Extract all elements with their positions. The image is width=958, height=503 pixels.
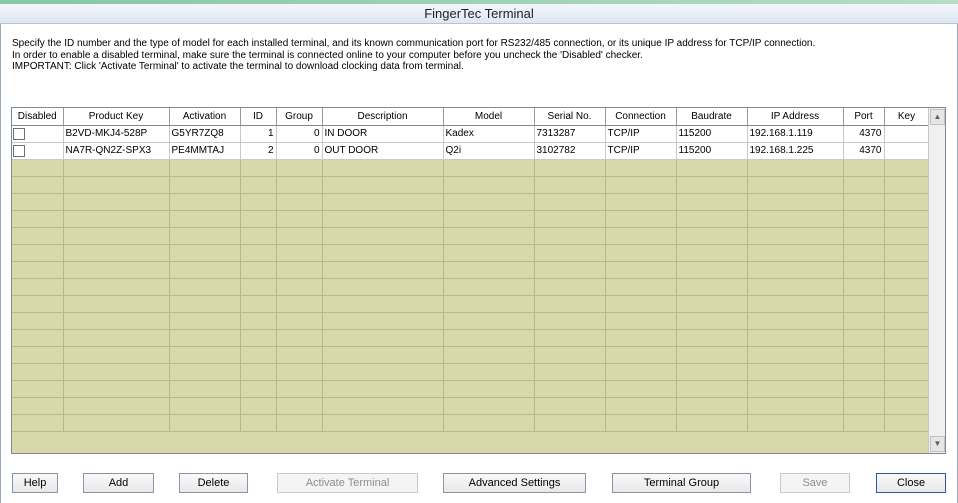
empty-grid-cell — [747, 380, 843, 397]
empty-grid-cell — [605, 397, 676, 414]
empty-rows — [12, 159, 929, 431]
empty-grid-cell — [240, 414, 276, 431]
empty-grid-cell — [843, 295, 884, 312]
empty-grid-cell — [534, 346, 605, 363]
empty-grid-cell — [843, 159, 884, 176]
empty-grid-cell — [534, 329, 605, 346]
window-title: FingerTec Terminal — [0, 4, 958, 24]
empty-grid-cell — [322, 346, 443, 363]
empty-grid-cell — [747, 414, 843, 431]
disabled-checkbox[interactable] — [13, 145, 25, 157]
empty-grid-cell — [12, 159, 63, 176]
empty-grid-row — [12, 329, 929, 346]
empty-grid-cell — [443, 414, 534, 431]
col-header-group[interactable]: Group — [276, 108, 322, 125]
col-header-activation[interactable]: Activation — [169, 108, 240, 125]
empty-grid-cell — [534, 176, 605, 193]
empty-grid-cell — [534, 312, 605, 329]
empty-grid-cell — [169, 193, 240, 210]
empty-grid-cell — [534, 193, 605, 210]
empty-grid-cell — [884, 380, 929, 397]
empty-grid-cell — [676, 227, 747, 244]
empty-grid-cell — [843, 210, 884, 227]
empty-grid-cell — [240, 295, 276, 312]
empty-grid-cell — [443, 397, 534, 414]
add-button[interactable]: Add — [83, 473, 154, 493]
empty-grid-cell — [276, 312, 322, 329]
empty-grid-cell — [605, 227, 676, 244]
empty-grid-cell — [322, 176, 443, 193]
empty-grid-cell — [443, 278, 534, 295]
empty-grid-cell — [276, 227, 322, 244]
empty-grid-cell — [322, 397, 443, 414]
col-header-model[interactable]: Model — [443, 108, 534, 125]
col-header-ip[interactable]: IP Address — [747, 108, 843, 125]
id-cell[interactable]: 2 — [240, 142, 276, 159]
empty-grid-cell — [443, 176, 534, 193]
baudrate-cell[interactable]: 115200 — [676, 142, 747, 159]
empty-grid-cell — [12, 380, 63, 397]
empty-grid-cell — [747, 210, 843, 227]
empty-grid-cell — [605, 414, 676, 431]
empty-grid-cell — [884, 261, 929, 278]
empty-grid-row — [12, 295, 929, 312]
empty-grid-cell — [884, 397, 929, 414]
empty-grid-cell — [747, 295, 843, 312]
disabled-cell[interactable] — [12, 142, 63, 159]
empty-grid-cell — [276, 278, 322, 295]
instruction-line-3: IMPORTANT: Click 'Activate Terminal' to activate the terminal to download clocking data from terminal. — [12, 61, 464, 72]
empty-grid-cell — [63, 397, 169, 414]
empty-grid-cell — [443, 210, 534, 227]
empty-grid-cell — [240, 380, 276, 397]
empty-grid-cell — [605, 159, 676, 176]
empty-grid-cell — [12, 210, 63, 227]
empty-grid-cell — [12, 397, 63, 414]
empty-grid-row — [12, 278, 929, 295]
empty-grid-row — [12, 312, 929, 329]
empty-grid-cell — [884, 227, 929, 244]
col-header-serial[interactable]: Serial No. — [534, 108, 605, 125]
empty-grid-cell — [676, 414, 747, 431]
empty-grid-cell — [534, 380, 605, 397]
empty-grid-cell — [747, 193, 843, 210]
empty-grid-cell — [676, 295, 747, 312]
empty-grid-cell — [747, 329, 843, 346]
empty-grid-cell — [747, 312, 843, 329]
empty-grid-cell — [169, 380, 240, 397]
empty-grid-cell — [747, 346, 843, 363]
empty-grid-cell — [322, 329, 443, 346]
empty-grid-cell — [605, 210, 676, 227]
model-cell[interactable]: Kadex — [443, 125, 534, 142]
empty-grid-cell — [240, 227, 276, 244]
empty-grid-cell — [884, 210, 929, 227]
empty-grid-cell — [276, 193, 322, 210]
empty-grid-cell — [843, 244, 884, 261]
empty-grid-cell — [63, 312, 169, 329]
empty-grid-cell — [322, 295, 443, 312]
empty-grid-cell — [443, 159, 534, 176]
empty-grid-cell — [443, 363, 534, 380]
empty-grid-cell — [63, 227, 169, 244]
col-header-disabled[interactable]: Disabled — [12, 108, 63, 125]
empty-grid-cell — [276, 244, 322, 261]
key-cell[interactable] — [884, 142, 929, 159]
instruction-line-2: In order to enable a disabled terminal, make sure the terminal is connected online to your computer before you uncheck the 'Disabled' checker. — [12, 49, 643, 61]
empty-grid-cell — [676, 176, 747, 193]
group-cell[interactable]: 0 — [276, 142, 322, 159]
key-cell[interactable] — [884, 125, 929, 142]
empty-grid-cell — [63, 329, 169, 346]
empty-grid-cell — [884, 295, 929, 312]
terminal-group-button[interactable]: Terminal Group — [612, 473, 751, 493]
empty-grid-cell — [169, 295, 240, 312]
empty-grid-cell — [534, 414, 605, 431]
empty-grid-cell — [843, 227, 884, 244]
activate-terminal-button[interactable]: Activate Terminal — [277, 473, 418, 493]
advanced-settings-button[interactable]: Advanced Settings — [443, 473, 586, 493]
empty-grid-cell — [843, 193, 884, 210]
empty-grid-cell — [843, 176, 884, 193]
empty-grid-cell — [240, 312, 276, 329]
empty-grid-cell — [276, 414, 322, 431]
empty-grid-cell — [534, 244, 605, 261]
table-body — [12, 125, 929, 159]
empty-grid-cell — [884, 329, 929, 346]
empty-grid-cell — [605, 329, 676, 346]
empty-grid-cell — [443, 193, 534, 210]
empty-grid-row — [12, 346, 929, 363]
empty-grid-cell — [605, 295, 676, 312]
empty-grid-cell — [443, 261, 534, 278]
empty-grid-cell — [843, 312, 884, 329]
empty-grid-cell — [240, 278, 276, 295]
empty-grid-cell — [747, 244, 843, 261]
empty-grid-cell — [322, 278, 443, 295]
empty-grid-cell — [63, 244, 169, 261]
empty-grid-cell — [240, 397, 276, 414]
empty-grid-cell — [276, 380, 322, 397]
empty-grid-cell — [12, 295, 63, 312]
empty-grid-cell — [63, 380, 169, 397]
baudrate-cell[interactable]: 115200 — [676, 125, 747, 142]
empty-grid-cell — [676, 278, 747, 295]
port-cell[interactable]: 4370 — [843, 142, 884, 159]
empty-grid-cell — [747, 159, 843, 176]
help-button[interactable]: Help — [12, 473, 58, 493]
empty-grid-cell — [534, 295, 605, 312]
serial-cell[interactable]: 3102782 — [534, 142, 605, 159]
port-cell[interactable]: 4370 — [843, 125, 884, 142]
empty-grid-row — [12, 414, 929, 431]
empty-grid-cell — [240, 159, 276, 176]
empty-grid-cell — [534, 397, 605, 414]
empty-grid-cell — [605, 261, 676, 278]
empty-grid-cell — [63, 193, 169, 210]
empty-grid-cell — [884, 159, 929, 176]
empty-grid-cell — [169, 346, 240, 363]
empty-grid-cell — [884, 278, 929, 295]
empty-grid-cell — [747, 397, 843, 414]
empty-grid-cell — [63, 363, 169, 380]
empty-grid-cell — [276, 159, 322, 176]
empty-grid-row — [12, 210, 929, 227]
empty-grid-cell — [12, 329, 63, 346]
empty-grid-cell — [443, 312, 534, 329]
empty-grid-cell — [605, 346, 676, 363]
empty-grid-row — [12, 397, 929, 414]
empty-grid-cell — [676, 329, 747, 346]
empty-grid-cell — [676, 312, 747, 329]
empty-grid-cell — [12, 312, 63, 329]
empty-grid-cell — [276, 363, 322, 380]
empty-grid-cell — [534, 227, 605, 244]
empty-grid-cell — [747, 363, 843, 380]
empty-grid-cell — [322, 210, 443, 227]
empty-grid-cell — [240, 176, 276, 193]
empty-grid-row — [12, 227, 929, 244]
col-header-key[interactable]: Key — [884, 108, 929, 125]
empty-grid-cell — [884, 312, 929, 329]
empty-grid-cell — [534, 363, 605, 380]
instructions — [12, 38, 942, 73]
serial-cell[interactable]: 7313287 — [534, 125, 605, 142]
save-button[interactable]: Save — [780, 473, 850, 493]
empty-grid-cell — [322, 363, 443, 380]
empty-grid-cell — [322, 193, 443, 210]
empty-grid-cell — [676, 210, 747, 227]
empty-grid-cell — [63, 414, 169, 431]
empty-grid-cell — [843, 329, 884, 346]
empty-grid-cell — [63, 210, 169, 227]
empty-grid-cell — [240, 244, 276, 261]
empty-grid-cell — [240, 193, 276, 210]
empty-grid-cell — [169, 278, 240, 295]
empty-grid-row — [12, 244, 929, 261]
col-header-port[interactable]: Port — [843, 108, 884, 125]
empty-grid-cell — [12, 414, 63, 431]
empty-grid-cell — [169, 363, 240, 380]
description-cell[interactable]: IN DOOR — [322, 125, 443, 142]
empty-grid-cell — [63, 159, 169, 176]
group-cell[interactable]: 0 — [276, 125, 322, 142]
col-header-connection[interactable]: Connection — [605, 108, 676, 125]
connection-cell[interactable]: TCP/IP — [605, 125, 676, 142]
empty-grid-cell — [676, 363, 747, 380]
empty-grid-cell — [676, 397, 747, 414]
scroll-down-arrow-icon[interactable]: ▼ — [930, 436, 945, 452]
empty-grid-cell — [12, 227, 63, 244]
empty-grid-cell — [884, 193, 929, 210]
empty-grid-cell — [884, 244, 929, 261]
activation-cell[interactable]: G5YR7ZQ8 — [169, 125, 240, 142]
empty-grid-cell — [605, 176, 676, 193]
empty-grid-cell — [443, 329, 534, 346]
empty-grid-cell — [443, 295, 534, 312]
empty-grid-cell — [884, 414, 929, 431]
empty-grid-cell — [443, 227, 534, 244]
empty-grid-cell — [843, 380, 884, 397]
empty-grid-cell — [843, 414, 884, 431]
empty-grid-cell — [169, 210, 240, 227]
empty-grid-row — [12, 159, 929, 176]
empty-grid-cell — [534, 210, 605, 227]
empty-grid-row — [12, 380, 929, 397]
connection-cell[interactable]: TCP/IP — [605, 142, 676, 159]
empty-grid-cell — [843, 363, 884, 380]
description-cell[interactable]: OUT DOOR — [322, 142, 443, 159]
empty-grid-cell — [276, 261, 322, 278]
empty-grid-cell — [843, 278, 884, 295]
empty-grid-cell — [63, 346, 169, 363]
empty-grid-cell — [443, 244, 534, 261]
empty-grid-cell — [169, 176, 240, 193]
empty-grid-cell — [63, 176, 169, 193]
instruction-line-1: Specify the ID number and the type of model for each installed terminal, and its known communication port for RS232/485 connection, or its unique IP address for TCP/IP connection. — [12, 38, 816, 49]
empty-grid-cell — [169, 414, 240, 431]
model-cell[interactable]: Q2i — [443, 142, 534, 159]
empty-grid-cell — [276, 176, 322, 193]
empty-grid-cell — [884, 346, 929, 363]
empty-grid-cell — [63, 278, 169, 295]
empty-grid-cell — [322, 159, 443, 176]
empty-grid-cell — [63, 261, 169, 278]
header-row — [12, 108, 929, 125]
empty-grid-cell — [12, 193, 63, 210]
empty-grid-cell — [276, 346, 322, 363]
empty-grid-row — [12, 363, 929, 380]
empty-grid-cell — [605, 380, 676, 397]
empty-grid-cell — [12, 346, 63, 363]
empty-grid-cell — [169, 227, 240, 244]
empty-grid-cell — [605, 278, 676, 295]
empty-grid-cell — [676, 380, 747, 397]
empty-grid-cell — [843, 397, 884, 414]
empty-grid-cell — [322, 380, 443, 397]
empty-grid-cell — [276, 210, 322, 227]
table-row[interactable] — [12, 125, 929, 142]
vertical-scrollbar[interactable] — [928, 108, 945, 453]
empty-grid-cell — [12, 363, 63, 380]
col-header-id[interactable]: ID — [240, 108, 276, 125]
product-key-cell[interactable]: B2VD-MKJ4-528P — [63, 125, 169, 142]
close-button[interactable]: Close — [876, 473, 946, 493]
empty-grid-cell — [676, 159, 747, 176]
product-key-cell[interactable]: NA7R-QN2Z-SPX3 — [63, 142, 169, 159]
empty-grid-cell — [169, 397, 240, 414]
empty-grid-cell — [843, 346, 884, 363]
empty-grid-cell — [884, 363, 929, 380]
empty-grid-cell — [240, 346, 276, 363]
empty-grid-cell — [443, 380, 534, 397]
table-row[interactable] — [12, 142, 929, 159]
empty-grid-cell — [240, 210, 276, 227]
col-header-product-key[interactable]: Product Key — [63, 108, 169, 125]
empty-grid-cell — [747, 261, 843, 278]
empty-grid-cell — [12, 176, 63, 193]
disabled-checkbox[interactable] — [13, 128, 25, 140]
empty-grid-cell — [240, 329, 276, 346]
empty-grid-cell — [322, 414, 443, 431]
empty-grid-cell — [843, 261, 884, 278]
empty-grid-cell — [605, 193, 676, 210]
empty-grid-cell — [169, 261, 240, 278]
empty-grid-cell — [169, 159, 240, 176]
empty-grid-cell — [605, 363, 676, 380]
empty-grid-cell — [12, 244, 63, 261]
activation-cell[interactable]: PE4MMTAJ — [169, 142, 240, 159]
empty-grid-cell — [676, 261, 747, 278]
disabled-cell[interactable] — [12, 125, 63, 142]
empty-grid-cell — [884, 176, 929, 193]
empty-grid-cell — [276, 329, 322, 346]
empty-grid-cell — [747, 278, 843, 295]
empty-grid-cell — [747, 176, 843, 193]
empty-grid-cell — [322, 261, 443, 278]
empty-grid-row — [12, 261, 929, 278]
col-header-description[interactable]: Description — [322, 108, 443, 125]
ip-cell[interactable]: 192.168.1.119 — [747, 125, 843, 142]
empty-grid-cell — [276, 295, 322, 312]
empty-grid-cell — [443, 346, 534, 363]
empty-grid-cell — [12, 261, 63, 278]
delete-button[interactable]: Delete — [179, 473, 248, 493]
terminal-table — [12, 108, 930, 432]
empty-grid-cell — [240, 363, 276, 380]
ip-cell[interactable]: 192.168.1.225 — [747, 142, 843, 159]
empty-grid-cell — [169, 312, 240, 329]
empty-grid-cell — [747, 227, 843, 244]
empty-grid-cell — [676, 244, 747, 261]
empty-grid-cell — [322, 244, 443, 261]
empty-grid-row — [12, 193, 929, 210]
empty-grid-cell — [12, 278, 63, 295]
empty-grid-cell — [534, 261, 605, 278]
empty-grid-cell — [276, 397, 322, 414]
empty-grid-cell — [322, 312, 443, 329]
col-header-baudrate[interactable]: Baudrate — [676, 108, 747, 125]
empty-grid-cell — [534, 159, 605, 176]
empty-grid-cell — [63, 295, 169, 312]
empty-grid-cell — [534, 278, 605, 295]
empty-grid-cell — [169, 329, 240, 346]
empty-grid-cell — [169, 244, 240, 261]
empty-grid-cell — [605, 244, 676, 261]
scroll-up-arrow-icon[interactable]: ▲ — [930, 109, 945, 125]
empty-grid-cell — [676, 193, 747, 210]
empty-grid-cell — [240, 261, 276, 278]
empty-grid-row — [12, 176, 929, 193]
empty-grid-cell — [605, 312, 676, 329]
terminal-grid[interactable] — [11, 107, 946, 454]
empty-grid-cell — [322, 227, 443, 244]
id-cell[interactable]: 1 — [240, 125, 276, 142]
empty-grid-cell — [676, 346, 747, 363]
